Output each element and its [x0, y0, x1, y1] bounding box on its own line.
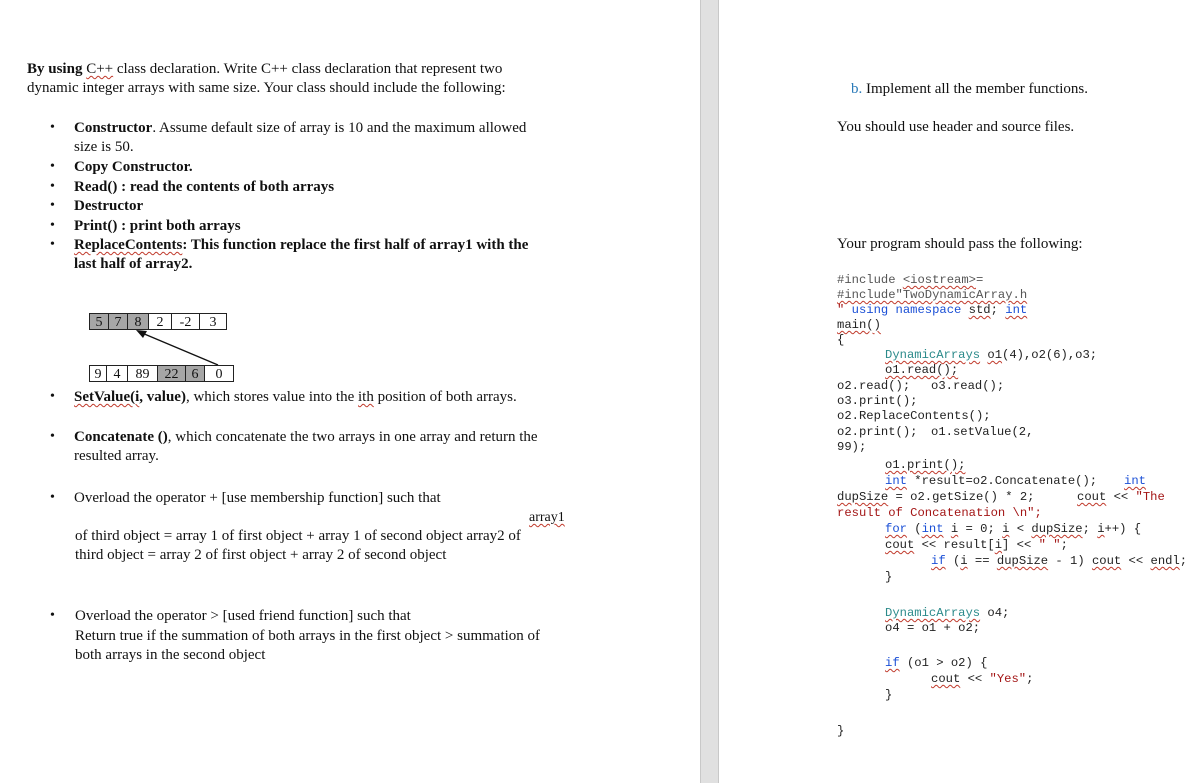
bullet: • [50, 429, 55, 444]
code-line: cout << "The [1077, 490, 1165, 504]
overload-plus-item-line3: third object = array 2 of first object + array 2 of second object [75, 547, 447, 563]
implement-item: b. Implement all the member functions. [851, 81, 1089, 97]
code-line: result of Concatenation \n"; [837, 506, 1042, 520]
array1-word: array1 [529, 510, 565, 525]
code-line: DynamicArrays o4; [885, 606, 1010, 620]
code-line: main() [837, 318, 881, 332]
code-line: cout << "Yes"; [931, 672, 1034, 686]
right-page [719, 0, 1201, 783]
print-item: Print() : print both arrays [74, 218, 241, 234]
code-line: for (int i = 0; i < dupSize; i++) { [885, 522, 1142, 536]
overload-greater-item-line3: both arrays in the second object [75, 647, 266, 663]
bullet: • [50, 490, 55, 505]
array1-cell: 7 [108, 313, 128, 330]
code-line: if (i == dupSize - 1) cout << endl; [931, 554, 1188, 568]
overload-plus-item-line2: of third object = array 1 of first object + array 1 of second object array2 of [75, 528, 521, 544]
bullet: • [50, 120, 55, 135]
array2-cell: 4 [106, 365, 128, 382]
code-line: " using namespace std; int [837, 303, 1028, 317]
program-pass-note: Your program should pass the following: [837, 236, 1083, 252]
code-line: { [837, 333, 845, 347]
array1-cell: 2 [148, 313, 172, 330]
code-line: } [885, 688, 893, 702]
code-line: o1.read(); [885, 363, 959, 377]
code-line: dupSize = o2.getSize() * 2; [837, 490, 1035, 504]
replace-contents-item-line2: last half of array2. [74, 256, 193, 272]
read-item: Read() : read the contents of both arrays [74, 179, 335, 195]
code-line: cout << result[i] << " "; [885, 538, 1068, 552]
code-line: #include <iostream>= [837, 273, 984, 287]
overload-plus-item: Overload the operator + [use membership function] such that [74, 490, 441, 506]
code-line: #include"TwoDynamicArray.h [837, 288, 1028, 302]
bullet: • [50, 159, 55, 174]
array2-cell: 89 [127, 365, 158, 382]
concatenate-item: Concatenate (), which concatenate the two arrays in one array and return the [74, 429, 538, 445]
array2-cell: 9 [89, 365, 107, 382]
array2-cell: 0 [204, 365, 234, 382]
code-line: o1.setValue(2, [931, 425, 1034, 439]
code-line: DynamicArrays o1(4),o2(6),o3; [885, 348, 1098, 362]
code-line: o3.read(); [931, 379, 1005, 393]
code-line: o3.print(); [837, 394, 918, 408]
code-line: } [885, 570, 893, 584]
overload-greater-item: Overload the operator > [used friend function] such that [75, 608, 411, 624]
intro-line-1: By using C++ class declaration. Write C++ class declaration that represent two [27, 61, 503, 77]
code-line: if (o1 > o2) { [885, 656, 988, 670]
array1-cell: 3 [199, 313, 227, 330]
array2-cell: 22 [157, 365, 186, 382]
code-line: int *result=o2.Concatenate(); [885, 474, 1098, 488]
code-line: int [1124, 474, 1146, 488]
bullet: • [50, 179, 55, 194]
bullet: • [50, 237, 55, 252]
arrow-icon [130, 325, 230, 370]
destructor-item: Destructor [74, 198, 144, 214]
array1-cell: 8 [127, 313, 149, 330]
code-line: o4 = o1 + o2; [885, 621, 981, 635]
copy-constructor-item: Copy Constructor. [74, 159, 193, 175]
constructor-item-line2: size is 50. [74, 139, 134, 155]
array1-cell: -2 [171, 313, 200, 330]
bullet: • [50, 608, 55, 623]
bullet: • [50, 389, 55, 404]
array2-diagram [90, 365, 234, 382]
replace-contents-item: ReplaceContents: This function replace the first half of array1 with the [74, 237, 529, 253]
set-value-item: SetValue(i, value), which stores value into the ith position of both arrays. [74, 389, 517, 405]
constructor-item: Constructor. Assume default size of array is 10 and the maximum allowed [74, 120, 527, 136]
code-line: o2.read(); [837, 379, 911, 393]
bullet: • [50, 218, 55, 233]
concatenate-item-line2: resulted array. [74, 448, 159, 464]
code-line: o2.ReplaceContents(); [837, 409, 991, 423]
array2-cell: 6 [185, 365, 205, 382]
code-line: o1.print(); [885, 458, 966, 472]
header-files-note: You should use header and source files. [837, 119, 1075, 135]
code-line: o2.print(); [837, 425, 918, 439]
intro-line-2: dynamic integer arrays with same size. Your class should include the following: [27, 80, 506, 96]
bullet: • [50, 198, 55, 213]
code-line: 99); [837, 440, 867, 454]
page-gutter [700, 0, 719, 783]
array1-cell: 5 [89, 313, 109, 330]
code-line: } [837, 724, 845, 738]
overload-greater-item-line2: Return true if the summation of both arrays in the first object > summation of [75, 628, 541, 644]
